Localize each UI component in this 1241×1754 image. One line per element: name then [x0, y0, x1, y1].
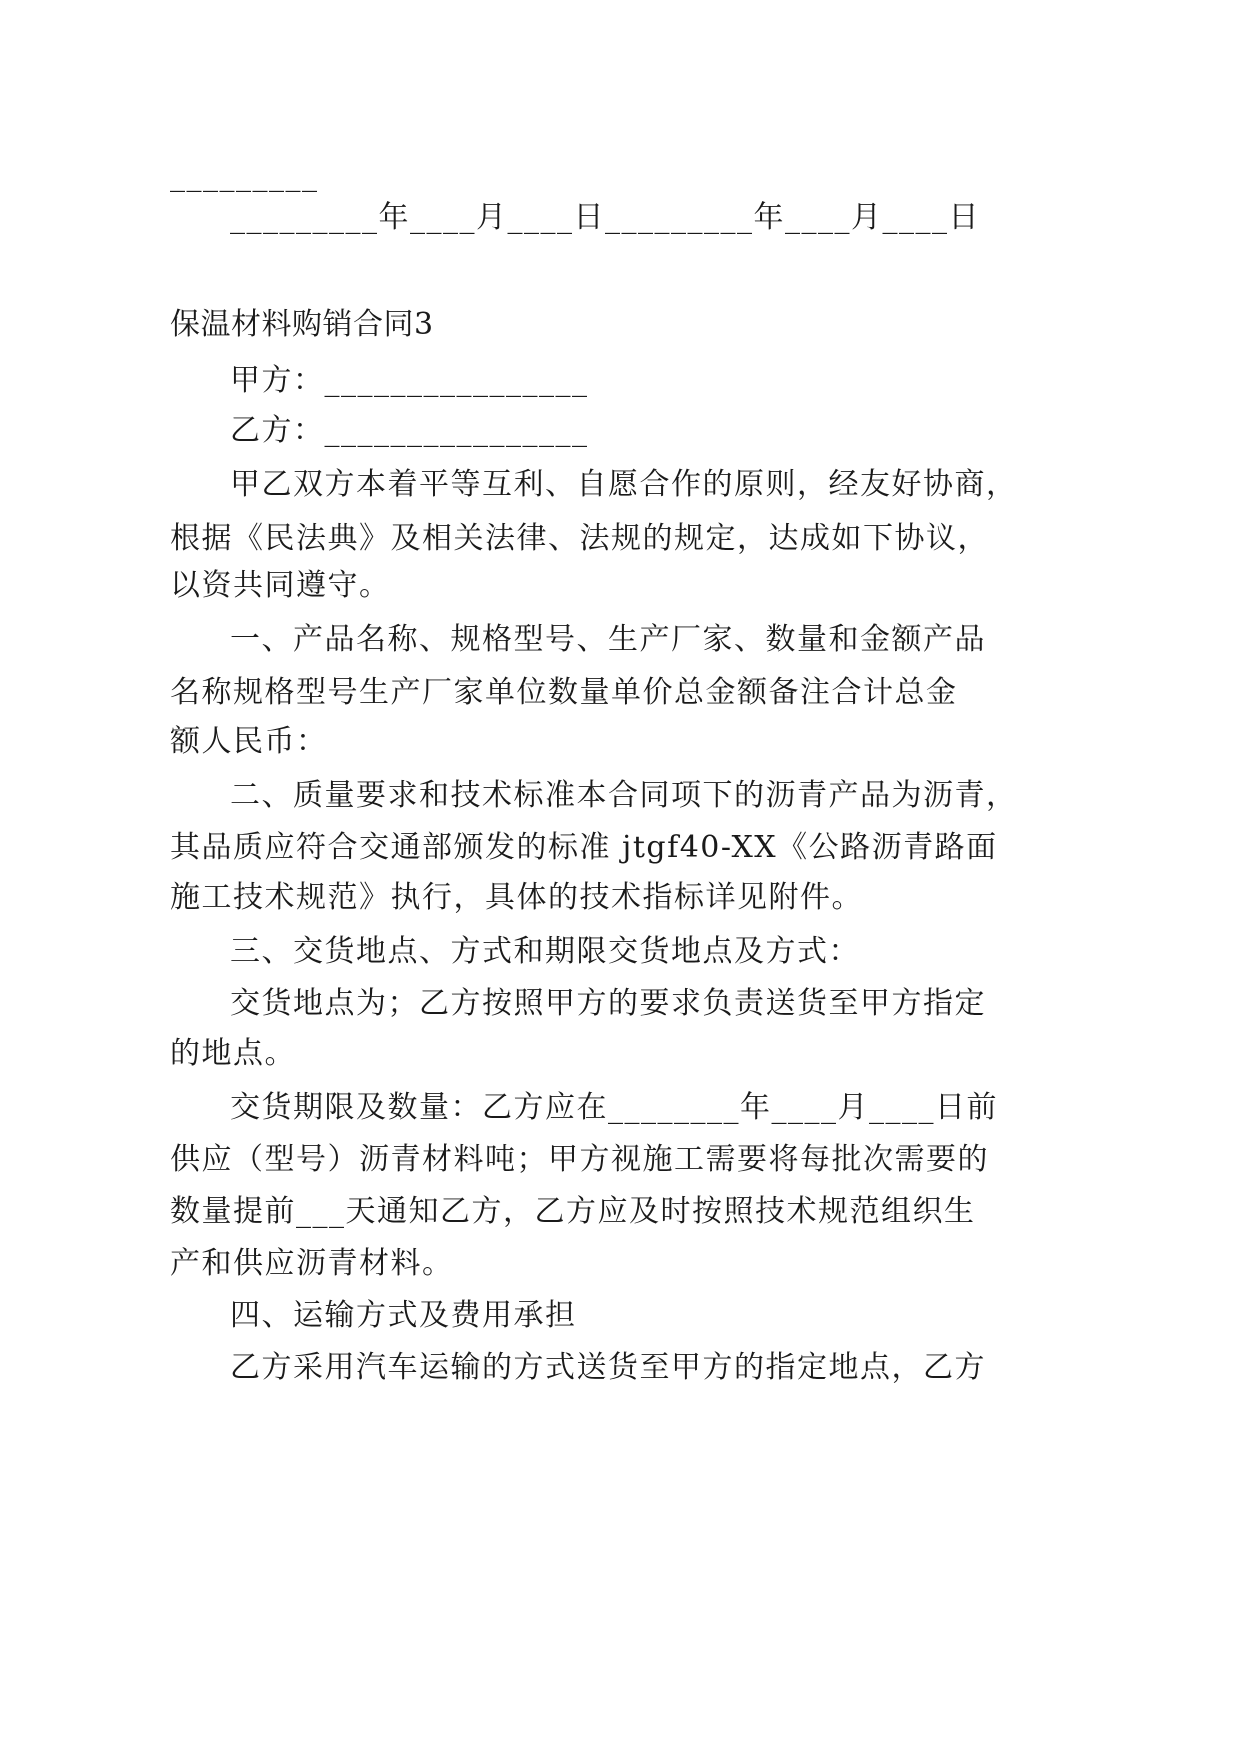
section-4-heading: 四、运输方式及费用承担 — [230, 1298, 577, 1333]
delivery-term-line: 交货期限及数量：乙方应在________年____月____日前 — [230, 1090, 998, 1125]
top-blank-line: _________ — [170, 158, 319, 193]
section-4-line: 乙方采用汽车运输的方式送货至甲方的指定地点，乙方 — [230, 1350, 986, 1385]
contract-title: 保温材料购销合同3 — [170, 307, 434, 342]
section-3-heading: 三、交货地点、方式和期限交货地点及方式： — [230, 934, 860, 969]
intro-line: 以资共同遵守。 — [170, 568, 391, 603]
delivery-term-line: 供应（型号）沥青材料吨；甲方视施工需要将每批次需要的 — [170, 1142, 989, 1177]
delivery-term-line: 产和供应沥青材料。 — [170, 1246, 454, 1281]
section-2-line: 其品质应符合交通部颁发的标准 jtgf40-XX《公路沥青路面 — [170, 830, 998, 865]
delivery-place-line: 的地点。 — [170, 1036, 296, 1071]
section-1-line: 额人民币： — [170, 724, 328, 759]
party-b-field: 乙方：________________ — [230, 413, 589, 448]
signature-date-line: _________年____月____日_________年____月____日 — [230, 200, 980, 235]
section-2-line: 二、质量要求和技术标准本合同项下的沥青产品为沥青， — [230, 778, 1018, 813]
delivery-place-line: 交货地点为；乙方按照甲方的要求负责送货至甲方指定 — [230, 986, 986, 1021]
section-1-line: 名称规格型号生产厂家单位数量单价总金额备注合计总金 — [170, 675, 958, 710]
section-1-line: 一、产品名称、规格型号、生产厂家、数量和金额产品 — [230, 622, 986, 657]
section-2-line: 施工技术规范》执行，具体的技术指标详见附件。 — [170, 880, 863, 915]
party-a-field: 甲方：________________ — [230, 363, 589, 398]
intro-line: 甲乙双方本着平等互利、自愿合作的原则，经友好协商， — [230, 467, 1018, 502]
intro-line: 根据《民法典》及相关法律、法规的规定，达成如下协议， — [170, 521, 989, 556]
delivery-term-line: 数量提前___天通知乙方，乙方应及时按照技术规范组织生 — [170, 1194, 976, 1229]
